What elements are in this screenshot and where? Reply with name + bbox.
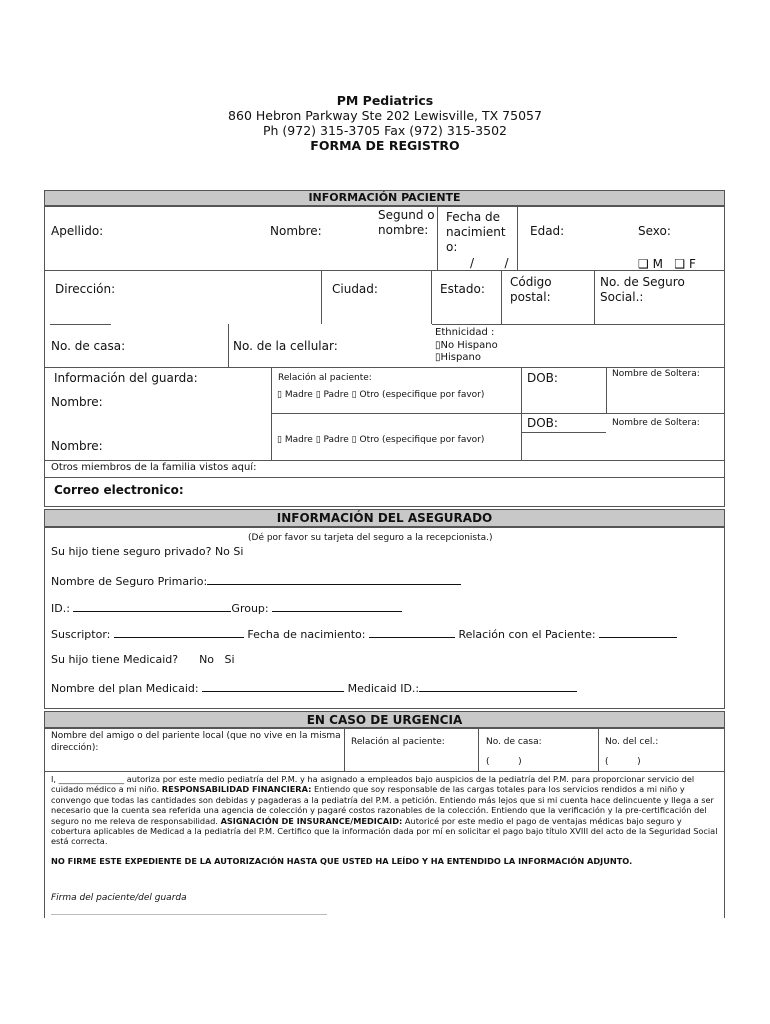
dob-label-1: DOB: [527, 371, 558, 385]
correo-label: Correo electronico: [54, 483, 184, 497]
date-slashes: / / [470, 256, 509, 270]
id-label: ID.: [51, 602, 70, 615]
insurance-section-header: INFORMACIÓN DEL ASEGURADO [44, 509, 725, 527]
fecha-nacimiento-label: Fecha de nacimient o: [446, 210, 506, 254]
firma-label: Firma del paciente/del guarda [51, 893, 187, 903]
suscriptor-label: Suscriptor: [51, 628, 111, 641]
group-field[interactable] [272, 600, 402, 612]
amigo-label: Nombre del amigo o del pariente local (que no vive en la misma dirección): [51, 731, 341, 753]
soltera-label-2: Nombre de Soltera: [612, 418, 700, 428]
medicaid-question: Su hijo tiene Medicaid? No Si [51, 653, 235, 666]
direccion-label: Dirección: [55, 282, 116, 296]
seguro-primario-field[interactable] [207, 573, 461, 585]
firma-line[interactable] [51, 914, 327, 915]
relacion-options-2[interactable]: ▯ Madre ▯ Padre ▯ Otro (especifique por favor) [277, 435, 485, 445]
sexo-label: Sexo: [638, 224, 671, 238]
soltera-label-1: Nombre de Soltera: [612, 369, 700, 379]
suscriptor-field[interactable] [114, 626, 244, 638]
fecha-nacimiento-field[interactable] [369, 626, 455, 638]
otros-label: Otros miembros de la familia vistos aquí: [51, 462, 257, 473]
emergency-relacion-label: Relación al paciente: [351, 737, 445, 747]
form-title: FORMA DE REGISTRO [310, 138, 460, 153]
seguro-social-label: No. de Seguro Social.: [600, 275, 685, 304]
casa-label: No. de casa: [51, 339, 126, 353]
clinic-name: PM Pediatrics [336, 93, 434, 108]
id-field[interactable] [73, 600, 231, 612]
patient-section-header: INFORMACIÓN PACIENTE [44, 190, 725, 206]
edad-label: Edad: [530, 224, 565, 238]
estado-label: Estado: [440, 282, 485, 296]
asignacion-text: Autoricé por este medio el pago de ventajas médicas bajo seguro y cobertura aplicables de Medicad a la pediatría del P.M. Certifico que la información dada por mí en solicitar el pago bajo título XVIII del acto de la Seguridad Social está correcta. [51, 815, 718, 847]
resp-financiera-label: RESPONSABILIDAD FINANCIERA: [161, 784, 312, 795]
suscriptor-row [51, 626, 677, 641]
asignacion-label: ASIGNACIÓN DE INSURANCE/MEDICAID: [220, 815, 403, 826]
consent-warning: NO FIRME ESTE EXPEDIENTE DE LA AUTORIZACIÓN HASTA QUE USTED HA LEÍDO Y HA ENTENDIDO LA INFORMACIÓN ADJUNTO. [51, 856, 633, 866]
relacion-paciente-label: Relación con el Paciente: [458, 628, 596, 641]
apellido-label: Apellido: [51, 224, 104, 238]
fecha-nacimiento-label-2: Fecha de nacimiento: [247, 628, 366, 641]
emergency-cel-label: No. del cel.: [605, 737, 659, 747]
seguro-primario-label: Nombre de Seguro Primario: [51, 575, 208, 588]
guarda-nombre-2: Nombre: [51, 439, 103, 453]
relacion-paciente-field[interactable] [599, 626, 677, 638]
consent-intro: I, ________________ autoriza por este medio pediatría del P.M. y ha asignado a empleados bajo auspicios de la pediatría del P.M. para proporcionar servicio del cuidado médico a mi niño. [51, 774, 695, 795]
seguro-primario-row [51, 573, 461, 588]
insurance-note: (Dé por favor su tarjeta del seguro a la recepcionista.) [248, 533, 493, 543]
ciudad-label: Ciudad: [332, 282, 378, 296]
medicaid-plan-field[interactable] [202, 680, 344, 692]
consent-paragraph [51, 774, 719, 847]
emergency-section-header: EN CASO DE URGENCIA [44, 711, 725, 728]
relacion-label: Relación al paciente: [278, 373, 372, 383]
medicaid-plan-label: Nombre del plan Medicaid: [51, 682, 199, 695]
no-hispano-option[interactable]: ▯No Hispano [435, 340, 498, 351]
nombre-label: Nombre: [270, 224, 322, 238]
group-label: Group: [231, 602, 269, 615]
medicaid-id-field[interactable] [419, 680, 577, 692]
clinic-phone: Ph (972) 315-3705 Fax (972) 315-3502 [262, 123, 507, 138]
emergency-casa-label: No. de casa: [486, 737, 542, 747]
resp-financiera-text: Entiendo que soy responsable de las cargas totales para los servicios rendidos a mi niño y convengo que todas las cantidades son debidas y pagaderas a la pediatría del P.M. a petición. Entiendo más lejos que si mi cuenta hace delincuente y llega a ser necesario que la cuenta sea referida una agencia de colección y pagaré costos razonables de la colección. Entiendo que la verificación y la pre-certificación del seguro no me releva de responsabilidad. [51, 784, 714, 826]
sexo-options[interactable]: ❑ M ❑ F [638, 257, 696, 271]
seguro-privado-question: Su hijo tiene seguro privado? No Si [51, 545, 244, 558]
clinic-address: 860 Hebron Parkway Ste 202 Lewisville, TX 75057 [228, 108, 542, 123]
ethnicidad-label: Ethnicidad : [435, 327, 495, 338]
medicaid-row [51, 680, 577, 695]
medicaid-id-label: Medicaid ID.: [347, 682, 420, 695]
hispano-option[interactable]: ▯Hispano [435, 352, 481, 363]
guarda-nombre-1: Nombre: [51, 395, 103, 409]
id-group-row [51, 600, 402, 615]
emergency-cel-paren: ( ) [605, 757, 641, 767]
cellular-label: No. de la cellular: [233, 339, 338, 353]
guarda-info-label: Información del guarda: [54, 371, 198, 385]
segundo-nombre-label: Segund o nombre: [378, 208, 435, 237]
codigo-postal-label: Código postal: [510, 275, 552, 304]
emergency-casa-paren: ( ) [486, 757, 522, 767]
relacion-options-1[interactable]: ▯ Madre ▯ Padre ▯ Otro (especifique por favor) [277, 390, 485, 400]
dob-label-2: DOB: [527, 416, 558, 430]
